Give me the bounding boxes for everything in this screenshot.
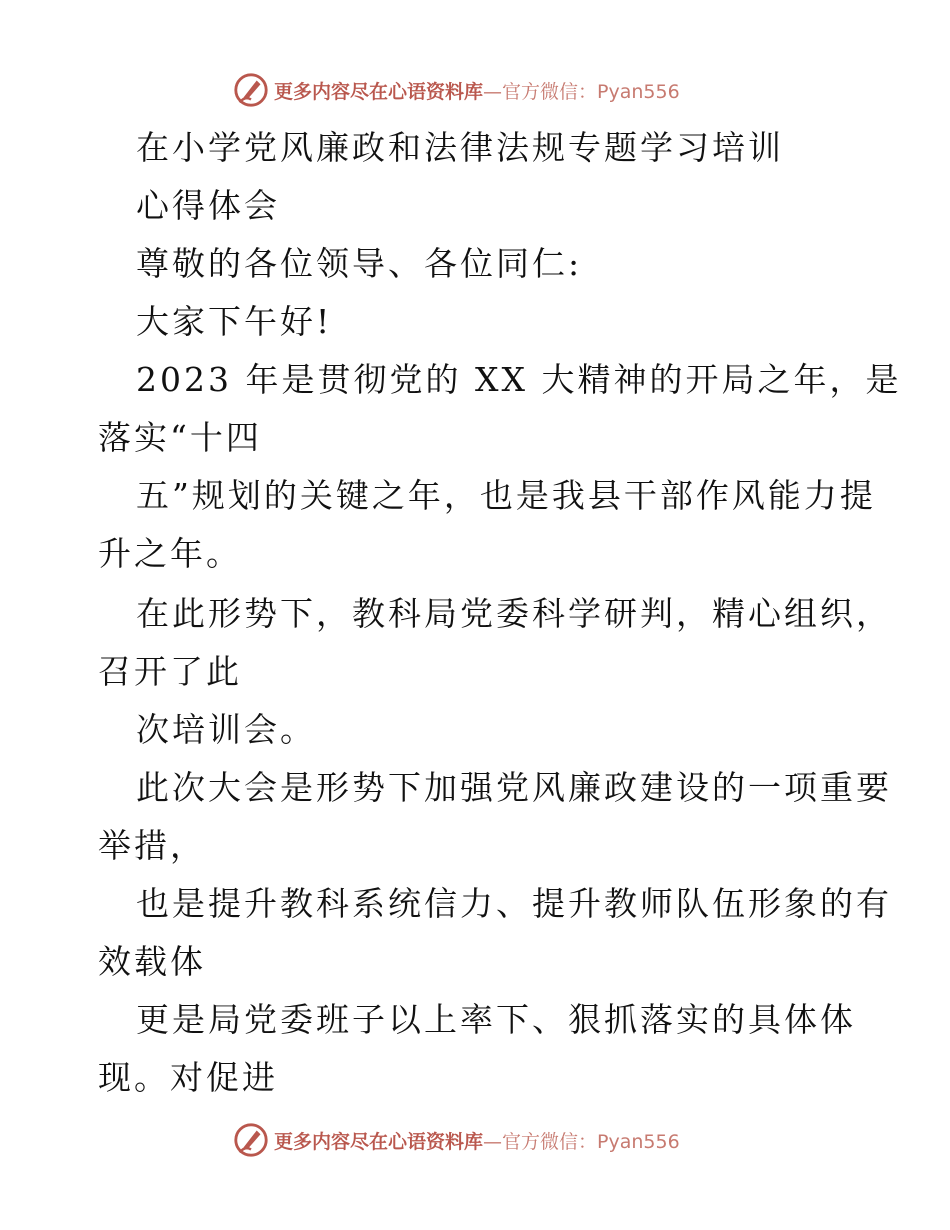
text-line: 更是局党委班子以上率下、狠抓落实的具体体	[136, 1000, 856, 1039]
text-line: 在此形势下，教科局党委科学研判，精心组织，	[136, 594, 892, 633]
watermark-main-text: 更多内容尽在心语资料库	[274, 1130, 484, 1153]
text-line: 在小学党风廉政和法律法规专题学习培训	[136, 128, 784, 167]
text-line: 2023 年是贯彻党的 XX 大精神的开局之年，是	[136, 360, 902, 399]
text-line: 落实“十四	[98, 418, 262, 457]
pen-nib-logo-icon	[232, 1121, 270, 1159]
pen-nib-logo-icon	[232, 71, 270, 109]
header-watermark	[232, 70, 680, 110]
text-line: 也是提升教科系统信力、提升教师队伍形象的有	[136, 884, 892, 923]
watermark-sub-text: —官方微信：Pyan556	[483, 80, 680, 103]
text-line: 举措，	[98, 826, 206, 865]
text-line: 五”规划的关键之年，也是我县干部作风能力提	[136, 476, 876, 515]
text-line: 大家下午好!	[136, 302, 333, 341]
text-line: 心得体会	[136, 186, 280, 225]
text-line: 效载体	[98, 942, 206, 981]
footer-watermark	[232, 1120, 680, 1160]
watermark-main-text: 更多内容尽在心语资料库	[274, 80, 484, 103]
watermark-sub-text: —官方微信：Pyan556	[483, 1130, 680, 1153]
text-line: 尊敬的各位领导、各位同仁:	[136, 244, 583, 283]
text-line: 此次大会是形势下加强党风廉政建设的一项重要	[136, 768, 892, 807]
text-line: 升之年。	[98, 534, 242, 573]
text-line: 召开了此	[98, 652, 242, 691]
text-line: 次培训会。	[136, 710, 316, 749]
text-line: 现。对促进	[98, 1058, 278, 1097]
